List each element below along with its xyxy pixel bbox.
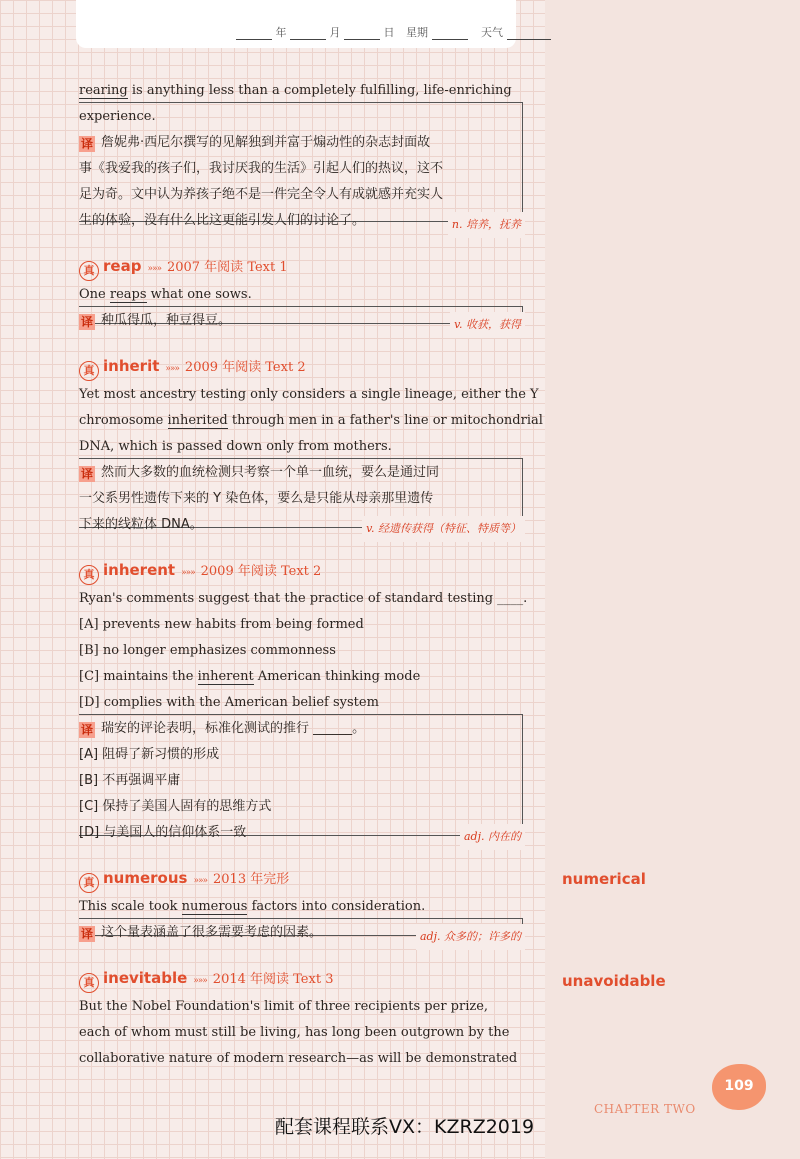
en-text: But the Nobel Foundation's limit of three recipients per prize, [79, 999, 489, 1014]
intro-block [79, 78, 519, 234]
en-text: factors into consideration. [247, 899, 426, 914]
zh-text: [B] 不再强调平庸 [79, 773, 181, 788]
entry-en-line [79, 434, 519, 460]
year-label: 年 [275, 26, 287, 39]
zh-text: 种瓜得瓜，种豆得豆。 [101, 313, 232, 328]
entry-gloss: adj. 众多的；许多的 [416, 924, 525, 950]
month-label: 月 [329, 26, 341, 39]
entry-en-line [79, 690, 519, 716]
en-text: [D] complies with the American belief system [79, 695, 379, 710]
intro-zh-line-3: 足为奇。文中认为养孩子绝不是一件完全令人有成就感并充实人 [79, 187, 444, 202]
en-text: each of whom must still be living, has long been outgrown by the [79, 1025, 510, 1040]
intro-zh-line-4: 生的体验，没有什么比这更能引发人们的讨论了。 n. 培养，抚养 [79, 208, 519, 234]
main-content [79, 78, 543, 1072]
entry-title-row [79, 868, 519, 894]
en-text: chromosome [79, 413, 168, 428]
translation-badge: 译 [80, 723, 93, 737]
entry-title-row [79, 560, 519, 586]
entry-zh-line [79, 794, 519, 820]
arrows-icon: »»» [193, 876, 208, 886]
highlighted-word: inherent [197, 669, 254, 684]
entry-zh-line [79, 768, 519, 794]
weather-label: 天气 [481, 26, 503, 39]
entry-inherit [79, 356, 543, 538]
real-exam-badge: 真 [79, 361, 99, 381]
translation-badge: 译 [80, 467, 93, 481]
real-exam-badge: 真 [79, 973, 99, 993]
zh-text: [D] 与美国人的信仰体系一致 [79, 825, 247, 840]
side-word-numerical: numerical [562, 870, 646, 888]
en-text: [C] maintains the [79, 669, 198, 684]
zh-text: [C] 保持了美国人固有的思维方式 [79, 799, 272, 814]
en-text: through men in a father's line or mitochondrial [227, 413, 543, 428]
entry-en-line [79, 1046, 519, 1072]
en-text: Ryan's comments suggest that the practice of standard testing ____. [79, 591, 528, 606]
entry-word: inherent [103, 561, 176, 579]
entry-list [79, 256, 543, 1072]
arrows-icon: »»» [147, 264, 161, 274]
entry-numerous [79, 868, 519, 946]
intro-gloss: n. 培养，抚养 [448, 212, 525, 238]
entry-source: 2013 年完形 [213, 872, 290, 887]
translation-badge: 译 [80, 137, 93, 151]
entry-en-line [79, 382, 539, 408]
entry-inevitable [79, 968, 519, 1072]
entry-en-line [79, 586, 528, 612]
en-text: Yet most ancestry testing only considers a single lineage, either the Y [79, 387, 539, 402]
entry-en-line [79, 612, 519, 638]
en-text: This scale took [79, 899, 182, 914]
entry-title-row [79, 968, 519, 994]
arrows-icon: »»» [181, 568, 195, 578]
en-text: [A] prevents new habits from being formed [79, 617, 364, 632]
entry-zh-line [79, 920, 519, 946]
entry-zh-line [79, 460, 519, 486]
highlighted-word: inherited [167, 413, 228, 428]
intro-en-line-1: rearing is anything less than a completely fulfilling, life-enriching [79, 83, 512, 98]
intro-zh-line-2: 事《我爱我的孩子们，我讨厌我的生活》引起人们的热议，这不 [79, 161, 444, 176]
zh-text: 然而大多数的血统检测只考察一个单一血统，要么是通过同 [101, 465, 440, 480]
entry-source: 2009 年阅读 Text 2 [184, 360, 306, 375]
entry-en-line [79, 664, 519, 690]
page-number: 109 [712, 1064, 766, 1110]
entry-en-line [79, 894, 519, 920]
entry-source: 2009 年阅读 Text 2 [200, 564, 322, 579]
entry-en-line [79, 282, 519, 308]
zh-text: [A] 阻碍了新习惯的形成 [79, 747, 220, 762]
en-text: One [79, 287, 110, 302]
translation-badge: 译 [80, 927, 93, 941]
en-text: collaborative nature of modern research—as will be demonstrated [79, 1051, 518, 1066]
entry-reap [79, 256, 519, 334]
intro-zh-line-1: 译 詹妮弗·西尼尔撰写的见解独到并富于煽动性的杂志封面故 [80, 135, 431, 151]
en-text: [B] no longer emphasizes commonness [79, 643, 336, 658]
en-text: American thinking mode [253, 669, 421, 684]
entry-zh-line [79, 820, 519, 846]
translation-badge: 译 [80, 315, 93, 329]
entry-title-row [79, 256, 519, 282]
entry-en-line [79, 408, 543, 434]
entry-inherent [79, 560, 528, 846]
entry-title-row [79, 356, 519, 382]
entry-zh-line [79, 742, 519, 768]
weekday-label: 星期 [406, 26, 428, 39]
entry-word: reap [103, 257, 142, 275]
arrows-icon: »»» [165, 364, 179, 374]
entry-gloss: v. 经遗传获得（特征、特质等） [362, 516, 525, 542]
footer-contact: 配套课程联系VX：KZRZ2019 [275, 1116, 535, 1138]
entry-source: 2014 年阅读 Text 3 [212, 972, 334, 987]
entry-zh-line [79, 512, 519, 538]
arrows-icon: »»» [193, 976, 207, 986]
entry-word: inevitable [103, 969, 188, 987]
side-word-unavoidable: unavoidable [562, 972, 666, 990]
entry-gloss: adj. 内在的 [460, 824, 525, 850]
chapter-label: CHAPTER TWO [594, 1102, 696, 1116]
entry-word: inherit [103, 357, 160, 375]
entry-zh-line [79, 716, 519, 742]
zh-text: 这个量表涵盖了很多需要考虑的因素。 [101, 925, 323, 940]
en-text: what one sows. [146, 287, 252, 302]
intro-en-line-2: experience. [79, 109, 156, 124]
highlighted-word: reaps [109, 287, 147, 302]
zh-text: 一父系男性遗传下来的 Y 染色体，要么是只能从母亲那里遗传 [79, 491, 434, 506]
entry-gloss: v. 收获，获得 [450, 312, 525, 338]
real-exam-badge: 真 [79, 565, 99, 585]
day-label: 日 [383, 26, 395, 39]
zh-text: 瑞安的评论表明，标准化测试的推行 ______。 [101, 721, 366, 736]
entry-source: 2007 年阅读 Text 1 [166, 260, 288, 275]
entry-en-line [79, 638, 519, 664]
entry-zh-line [79, 486, 519, 512]
zh-text: 下来的线粒体 DNA。 [79, 517, 203, 532]
real-exam-badge: 真 [79, 873, 99, 893]
entry-zh-line [79, 308, 519, 334]
header-card [76, 0, 516, 48]
entry-word: numerous [103, 869, 188, 887]
real-exam-badge: 真 [79, 261, 99, 281]
entry-en-line [79, 1020, 519, 1046]
date-line [236, 24, 551, 40]
entry-en-line [79, 994, 519, 1020]
highlighted-word: numerous [181, 899, 248, 914]
en-text: DNA, which is passed down only from mothers. [79, 439, 392, 454]
